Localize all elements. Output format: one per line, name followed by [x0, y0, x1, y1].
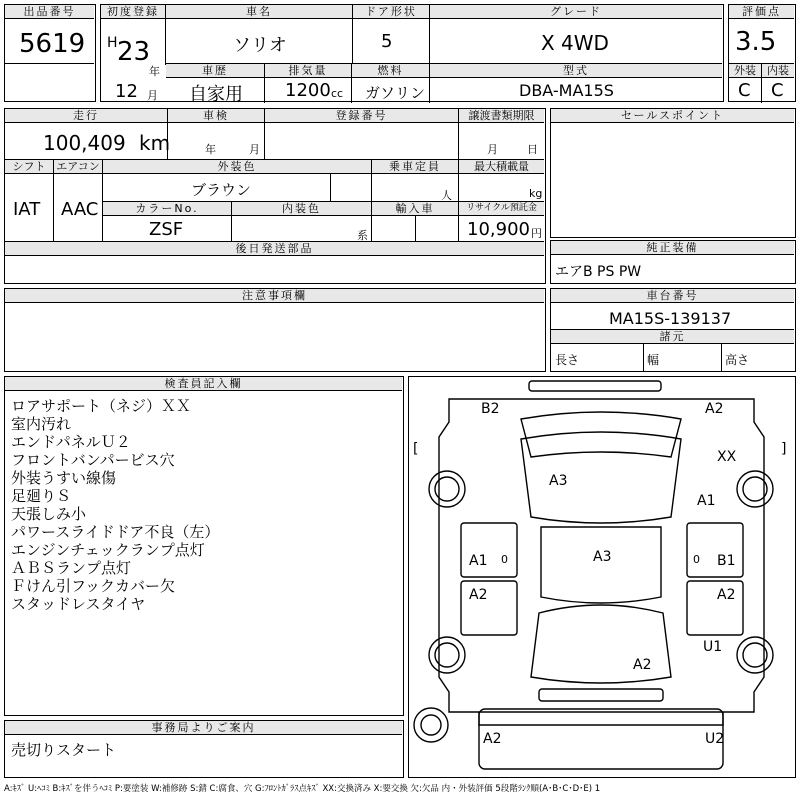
recycle-unit: 円	[531, 227, 542, 240]
mark-bracket-right: ]	[781, 441, 787, 457]
doors: 5	[381, 31, 393, 52]
door-label: ドア形状	[353, 5, 429, 19]
note-line: Ｆけん引フックカバー欠	[11, 577, 175, 595]
mark-front-left: B2	[481, 401, 500, 417]
inspector-box	[4, 376, 404, 716]
mark-zero-right: 0	[693, 553, 700, 566]
int-color-label: 内装色	[232, 202, 371, 216]
mark-roof: A3	[593, 549, 612, 565]
chassis-label: 車台番号	[551, 289, 794, 303]
lot-number-label: 出品番号	[5, 5, 94, 19]
mileage: 100,409	[43, 131, 126, 155]
vehicle-header	[100, 4, 724, 105]
score-box	[728, 4, 796, 102]
grade-label: グレード	[430, 5, 722, 19]
equipment-label: 純正装備	[551, 241, 794, 255]
mileage-unit: km	[139, 131, 171, 155]
transfer-month: 月	[487, 143, 498, 156]
recycle-label: リサイクル預託金	[459, 202, 544, 216]
later-parts-label: 後日発送部品	[5, 242, 544, 256]
int-color-unit: 系	[357, 229, 368, 242]
plate-label: 登録番号	[265, 109, 458, 123]
first-reg-year: 23	[117, 37, 151, 67]
office-text: 売切りスタート	[11, 741, 117, 759]
mileage-label: 走行	[5, 109, 167, 123]
equipment-box	[550, 240, 796, 284]
grade: X 4WD	[541, 31, 609, 55]
spec-label: 諸元	[551, 330, 794, 344]
car-diagram	[408, 376, 796, 778]
note-line: 外装うすい線傷	[11, 469, 117, 487]
spec-block	[4, 108, 546, 284]
caution-box	[4, 288, 546, 372]
mark-rear-area: A2	[633, 657, 652, 673]
office-box	[4, 720, 404, 778]
displacement: 1200	[285, 80, 331, 101]
inspector-notes	[11, 397, 219, 613]
recycle: 10,900	[467, 219, 530, 240]
fuel-label: 燃料	[352, 64, 429, 78]
height-label: 高さ	[725, 353, 750, 367]
ext-color-label: 外装色	[103, 160, 371, 174]
import-label: 輸入車	[372, 202, 458, 216]
displacement-unit: cc	[331, 87, 344, 100]
note-line: 天張しみ小	[11, 505, 87, 523]
equipment: エアB PS PW	[555, 264, 642, 280]
mark-rear-right: U2	[705, 731, 725, 747]
capacity-unit: 人	[441, 189, 452, 202]
mark-left-rear-door: A2	[469, 587, 488, 603]
exterior-label: 外装	[729, 64, 761, 78]
score-label: 評価点	[729, 5, 794, 19]
fuel: ガソリン	[365, 84, 426, 102]
first-reg-month: 12	[115, 81, 138, 102]
history: 自家用	[189, 84, 243, 105]
mark-right-quarter: U1	[703, 639, 723, 655]
year-unit: 年	[149, 65, 160, 78]
mark-right-fender: XX	[717, 449, 737, 465]
width-label: 幅	[647, 353, 660, 367]
ac-label: エアコン	[54, 160, 102, 174]
ext-color: ブラウン	[191, 181, 252, 199]
car-name: ソリオ	[233, 35, 287, 56]
color-no-label: カラーNo.	[103, 202, 231, 216]
ac: AAC	[61, 199, 99, 220]
sales-point-box	[550, 108, 796, 238]
transfer-label: 譲渡書類期限	[459, 109, 544, 123]
first-reg-label: 初度登録	[101, 5, 165, 19]
note-line: 室内汚れ	[11, 415, 72, 433]
mark-right-front-door: B1	[717, 553, 736, 569]
length-label: 長さ	[555, 353, 580, 367]
mark-right-rear-door: A2	[717, 587, 736, 603]
mark-left-front-door: A1	[469, 553, 488, 569]
mark-rear-left: A2	[483, 731, 502, 747]
caution-label: 注意事項欄	[5, 289, 544, 303]
interior-label: 内装	[762, 64, 794, 78]
transfer-day: 日	[527, 143, 538, 156]
note-line: エンドパネルＵ２	[11, 433, 131, 451]
mark-bracket-left: [	[413, 441, 419, 457]
load-unit: kg	[529, 187, 543, 200]
car-outline	[409, 377, 794, 776]
month-unit: 月	[147, 89, 158, 102]
mark-right-front-top: A1	[697, 493, 716, 509]
interior-score: C	[771, 80, 784, 101]
capacity-label: 乗車定員	[372, 160, 458, 174]
chassis-box	[550, 288, 796, 372]
inspection-month-unit: 月	[249, 143, 260, 156]
score: 3.5	[735, 27, 777, 57]
chassis-number: MA15S-139137	[609, 309, 732, 328]
model-label: 型式	[430, 64, 722, 78]
lot-number: 5619	[19, 29, 86, 59]
sales-point-label: セールスポイント	[551, 109, 794, 123]
era: H	[107, 35, 118, 51]
note-line: ＡＢＳランプ点灯	[11, 559, 132, 577]
shift: IAT	[13, 199, 41, 220]
load-label: 最大積載量	[459, 160, 544, 174]
note-line: 足廻りＳ	[11, 487, 72, 505]
inspection-label: 車検	[168, 109, 264, 123]
shift-label: シフト	[5, 160, 53, 174]
office-label: 事務局よりご案内	[5, 721, 402, 735]
note-line: ロアサポート（ネジ）ＸＸ	[11, 397, 192, 415]
lot-number-box	[4, 4, 96, 102]
note-line: パワースライドドア不良（左）	[11, 523, 220, 541]
displacement-label: 排気量	[265, 64, 351, 78]
legend: A:ｷｽﾞ U:ﾍｺﾐ B:ｷｽﾞを伴うﾍｺﾐ P:要塗装 W:補修跡 S:錆 C:腐食、穴 G:ﾌﾛﾝﾄｶﾞﾗｽ点ｷｽﾞ XX:交換済み X:要交換 欠:欠品 内・外装評価 5段階ﾗﾝｸ順(A･B･C･D･E) 1	[4, 784, 601, 794]
mark-hood: A3	[549, 473, 568, 489]
mark-zero-left: 0	[501, 553, 508, 566]
note-line: スタッドレスタイヤ	[11, 595, 146, 613]
model: DBA-MA15S	[519, 81, 614, 100]
color-no: ZSF	[149, 219, 184, 240]
car-name-label: 車名	[166, 5, 352, 19]
note-line: エンジンチェックランプ点灯	[11, 541, 205, 559]
exterior-score: C	[738, 80, 751, 101]
note-line: フロントバンパービス穴	[11, 451, 175, 469]
history-label: 車歴	[166, 64, 264, 78]
inspection-year-unit: 年	[205, 143, 216, 156]
inspector-label: 検査員記入欄	[5, 377, 402, 391]
mark-front-right: A2	[705, 401, 724, 417]
